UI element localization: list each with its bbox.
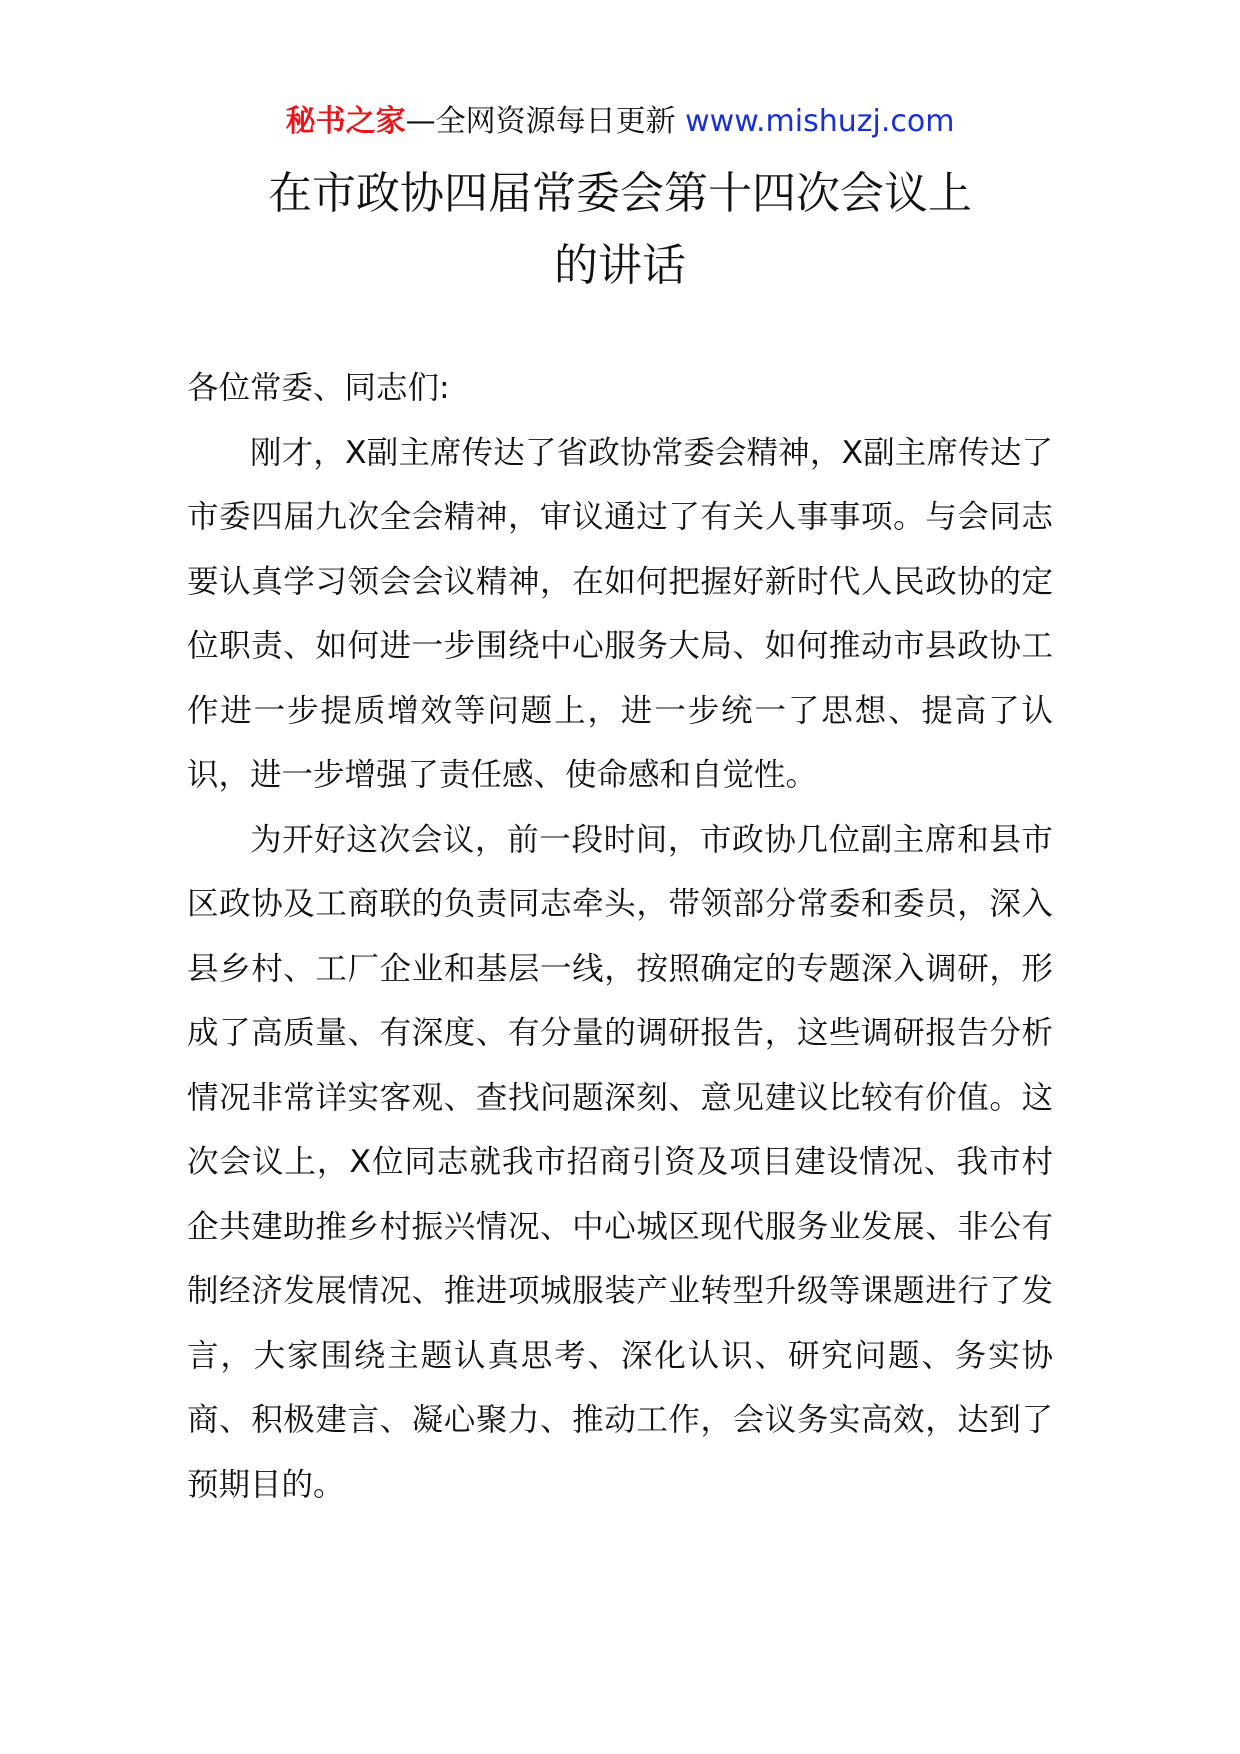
title-line-2: 的讲话	[554, 240, 686, 291]
document-title	[0, 158, 1240, 302]
salutation: 各位常委、同志们:	[187, 370, 450, 406]
site-header-banner	[0, 100, 1240, 144]
paragraph-2: 为开好这次会议，前一段时间，市政协几位副主席和县市区政协及工商联的负责同志牵头，带领部分常委和委员，深入县乡村、工厂企业和基层一线，按照确定的专题深入调研，形成了高质量、有深度、有分量的调研报告，这些调研报告分析情况非常详实客观、查找问题深刻、意见建议比较有价值。这次会议上，X位同志就我市招商引资及项目建设情况、我市村企共建助推乡村振兴情况、中心城区现代服务业发展、非公有制经济发展情况、推进项城服装产业转型升级等课题进行了发言，大家围绕主题认真思考、深化认识、研究问题、务实协商、积极建言、凝心聚力、推动工作，会议务实高效，达到了预期目的。	[187, 821, 1053, 1503]
header-tagline: —全网资源每日更新	[405, 104, 686, 139]
document-body	[187, 356, 1053, 1517]
paragraph-1: 刚才，X副主席传达了省政协常委会精神，X副主席传达了市委四届九次全会精神，审议通过了有关人事事项。与会同志要认真学习领会会议精神，在如何把握好新时代人民政协的定位职责、如何进一步围绕中心服务大局、如何推动市县政协工作进一步提质增效等问题上，进一步统一了思想、提高了认识，进一步增强了责任感、使命感和自觉性。	[187, 434, 1053, 793]
title-line-1: 在市政协四届常委会第十四次会议上	[268, 168, 972, 219]
brand-name: 秘书之家	[285, 104, 406, 139]
site-url-link[interactable]: www.mishuzj.com	[685, 104, 955, 139]
